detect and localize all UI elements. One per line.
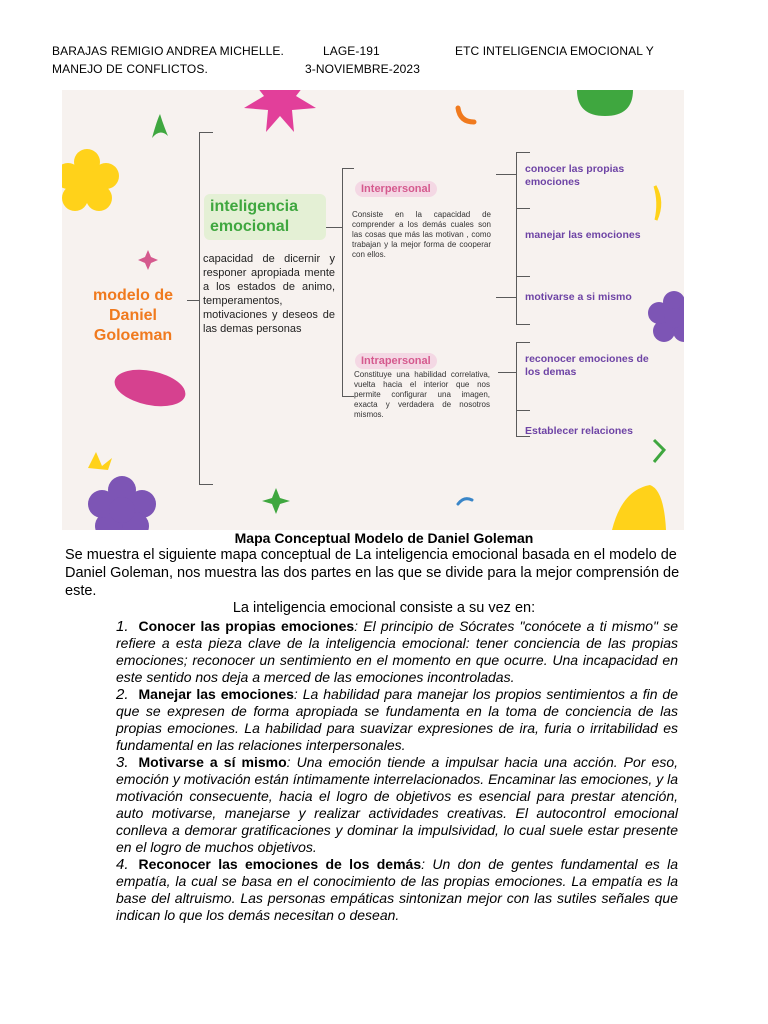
map-root-title: modelo de Daniel Goloeman [92, 287, 173, 344]
magenta-starburst-icon [244, 90, 316, 132]
yellow-star-icon [88, 452, 112, 470]
list-item-label: Reconocer las emociones de los demás [138, 856, 422, 872]
green-leaf-icon [152, 114, 168, 138]
figure-caption: Mapa Conceptual Modelo de Daniel Goleman [234, 530, 534, 546]
intrapersonal-label: Intrapersonal [355, 353, 437, 369]
pink-sparkle-icon [138, 250, 158, 270]
purple-flower-large-icon [88, 476, 156, 530]
intro-paragraph: Se muestra el siguiente mapa conceptual de La inteligencia emocional basada en el modelo de Daniel Goleman, nos muestra las dos partes en las que se divide para la mejor comprensión de este. [65, 547, 680, 599]
list-item-number: 3. [116, 754, 129, 771]
blue-mark-icon [458, 499, 472, 504]
list-item-number: 1. [116, 618, 129, 635]
green-chevron-icon [654, 440, 664, 462]
leaf-reconocer-emociones: reconocer emociones de los demas [525, 353, 649, 378]
list-item-label: Manejar las emociones [138, 686, 294, 702]
list-item-text: : Un don de gentes fundamental es la empatía, la cual se basa en el conocimiento de las propias emociones. La empatía es la base del altruismo. Las personas empáticas sintonizan mejor con las sutiles señales que indican lo que los demás necesitan o desean. [116, 856, 678, 923]
list-item-text: : El principio de Sócrates "conócete a ti mismo" se refiere a esta pieza clave de la inteligencia emocional: tener conciencia de las propias emociones; reconocer un sentimiento en el momento en que ocurre. Una incapacidad en este sentido nos deja a merced de las emociones incontroladas. [116, 618, 678, 685]
list-item-text: : Una emoción tiende a impulsar hacia una acción. Por eso, emoción y motivación están íntimamente interrelacionados. Encaminar las emociones, y la motivación consecuente, hacia el logro de objetivos es esencial para prestar atención, auto motivarse, manejarse y realizar actividades creativas. El autocontrol emocional conlleva a demorar gratificaciones y dominar la impulsividad, lo cual suele estar presente en el logro de muchos objetivos. [116, 754, 678, 855]
interpersonal-label: Interpersonal [355, 181, 437, 197]
green-sparkle-icon [262, 488, 290, 514]
course-name: MANEJO DE CONFLICTOS. [52, 62, 208, 76]
leaf-conocer-emociones: conocer las propias emociones [525, 163, 625, 188]
concept-map [62, 90, 684, 530]
list-item-label: Motivarse a sí mismo [138, 754, 287, 770]
subject-title: ETC INTELIGENCIA EMOCIONAL Y [455, 44, 654, 58]
leaf-establecer-relaciones: Establecer relaciones [525, 425, 633, 437]
intrapersonal-description: Constituye una habilidad correlativa, vuelta hacia el interior que nos permite configurar una imagen, exacta y verdadera de nosotros mismos. [354, 370, 490, 419]
yellow-blob-icon [612, 485, 666, 530]
leaf-manejar-emociones: manejar las emociones [525, 229, 641, 241]
orange-curve-icon [458, 108, 474, 122]
list-item-number: 2. [116, 686, 129, 703]
group-code: LAGE-191 [323, 44, 380, 58]
magenta-oval-icon [111, 364, 188, 412]
interpersonal-description: Consiste en la capacidad de comprender a los demás cuales son las cosas que más las motivan , como trabajan y la mejor forma de cooperar con ellos. [352, 210, 491, 259]
leaf-motivarse: motivarse a si mismo [525, 291, 632, 303]
green-halfcircle-icon [577, 90, 633, 116]
list-item-text: : La habilidad para manejar los propios sentimientos a fin de que se expresen de forma apropiada se fundamenta en la toma de conciencia de las propias emociones. La habilidad para suavizar expresiones de ira, furia o irritabilidad es fundamental en las relaciones interpersonales. [116, 686, 678, 753]
list-item [116, 754, 678, 856]
list-item [116, 856, 678, 924]
main-concept-description: capacidad de dicernir y responer apropiada mente a los estados de animo, temperamentos, motivaciones y deseos de las demas personas [203, 253, 335, 335]
list-item-label: Conocer las propias emociones [138, 618, 355, 634]
list-item [116, 686, 678, 754]
intro-subheading: La inteligencia emocional consiste a su vez en: [232, 600, 536, 616]
yellow-sliver-icon [655, 186, 660, 220]
yellow-flower-icon [62, 149, 119, 211]
main-concept-box: inteligencia emocional [204, 194, 326, 240]
list-item-number: 4. [116, 856, 129, 873]
list-item [116, 618, 678, 686]
author-name: BARAJAS REMIGIO ANDREA MICHELLE. [52, 44, 284, 58]
emotional-intelligence-list [116, 618, 678, 924]
document-date: 3-NOVIEMBRE-2023 [305, 62, 420, 76]
